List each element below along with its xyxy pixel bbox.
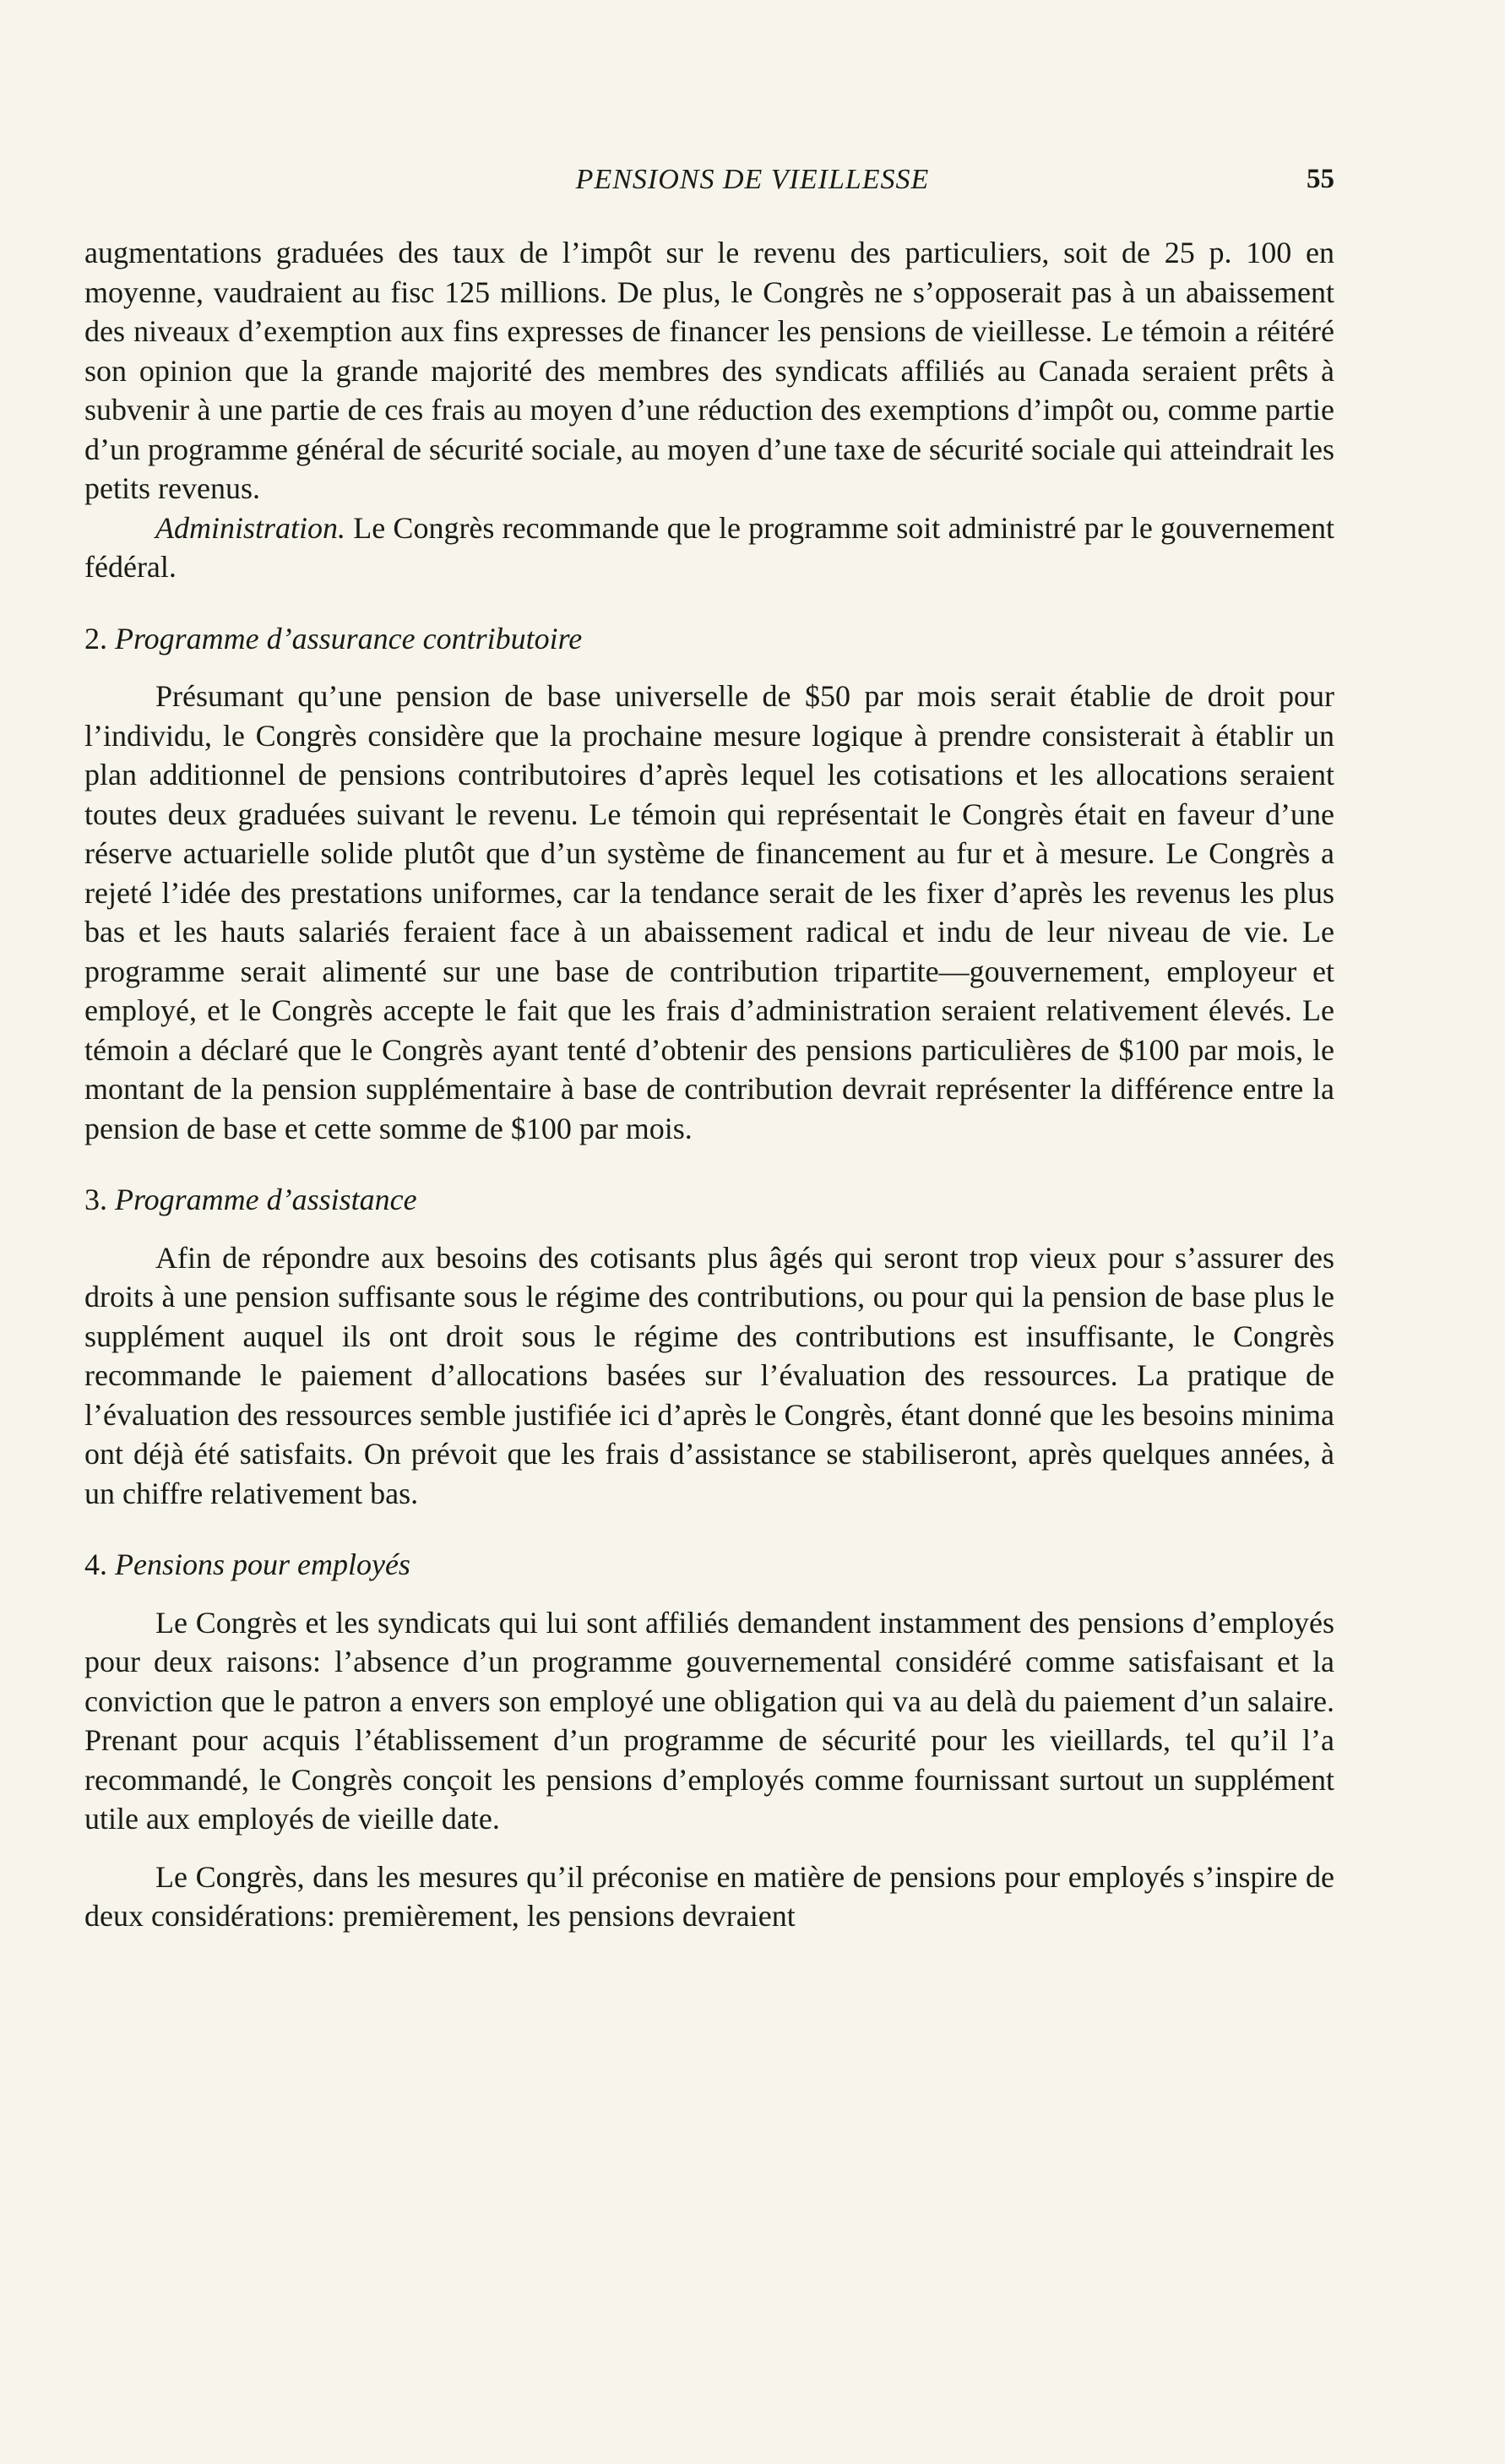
paragraph-employee-pensions: Le Congrès et les syndicats qui lui sont affiliés demandent instamment des pensions d’employés pour deux raisons: l’absence d’un programme gouvernemental considéré comme satisfaisant et la conviction que le patron a envers son employé une obligation qui va au delà du paiement d’un salaire. Prenant pour acquis l’établissement d’un programme de sécurité pour les vieillards, tel qu’il l’a recommandé, le Congrès conçoit les pensions d’employés comme fournissant surtout un supplément utile aux employés de vieille date. [84, 1605, 1334, 1836]
section-heading-employee-pensions [84, 1545, 1334, 1585]
page-number: 55 [1307, 164, 1334, 194]
section-title: Programme d’assurance contributoire [115, 621, 583, 655]
paragraph-contributory-plan: Présumant qu’une pension de base universelle de $50 par mois serait établie de droit pour l’individu, le Congrès considère que la prochaine mesure logique à prendre consisterait à établir un plan additionnel de pensions contributoires d’après lequel les cotisations et les allocations seraient toutes deux graduées suivant le revenu. Le témoin qui représentait le Congrès était en faveur d’une réserve actuarielle solide plutôt que d’un système de financement au fur et à mesure. Le Congrès a rejeté l’idée des prestations uniformes, car la tendance serait de les fixer d’après les revenus les plus bas et les hauts salariés feraient face à un abaissement radical et indu de leur niveau de vie. Le programme serait alimenté sur une base de contribution tripartite—gouvernement, employeur et employé, et le Congrès accepte le fait que les frais d’administration seraient relativement élevés. Le témoin a déclaré que le Congrès ayant tenté d’obtenir des pensions particulières de $100 par mois, le montant de la pension supplémentaire à base de contribution devrait représenter la différence entre la pension de base et cette somme de $100 par mois. [84, 679, 1334, 1145]
section-title: Programme d’assistance [115, 1183, 417, 1216]
section-number: 3. [84, 1183, 107, 1216]
paragraph-administration [84, 509, 1334, 587]
paragraph-considerations: Le Congrès, dans les mesures qu’il préconise en matière de pensions pour employés s’inspire de deux considérations: premièrement, les pensions devraient [84, 1859, 1334, 1933]
section-number: 2. [84, 621, 107, 655]
section-title: Pensions pour employés [115, 1547, 410, 1581]
section-heading-contributory [84, 619, 1334, 659]
running-header [0, 164, 1505, 206]
running-title: PENSIONS DE VIEILLESSE [575, 164, 930, 195]
page-body [84, 233, 1334, 1936]
paragraph-assistance-plan: Afin de répondre aux besoins des cotisants plus âgés qui seront trop vieux pour s’assurer des droits à une pension suffisante sous le régime des contributions, ou pour qui la pension de base plus le supplément auquel ils ont droit sous le régime des contributions est insuffisante, le Congrès recommande le paiement d’allocations basées sur l’évaluation des ressources. La pratique de l’évaluation des ressources semble justifiée ici d’après le Congrès, étant donné que les besoins minima ont déjà été satisfaits. On prévoit que les frais d’assistance se stabiliseront, après quelques années, à un chiffre relativement bas. [84, 1240, 1334, 1510]
section-number: 4. [84, 1547, 107, 1581]
paragraph-financing: augmentations graduées des taux de l’impôt sur le revenu des particuliers, soit de 25 p. 100 en moyenne, vaudraient au fisc 125 millions. De plus, le Congrès ne s’opposerait pas à un abaissement des niveaux d’exemption aux fins expresses de financer les pensions de vieillesse. Le témoin a réitéré son opinion que la grande majorité des membres des syndicats affiliés au Canada seraient prêts à subvenir à une partie de ces frais au moyen d’une réduction des exemptions d’impôt ou, comme partie d’un programme général de sécurité sociale, au moyen d’une taxe de sécurité sociale qui atteindrait les petits revenus. [84, 236, 1334, 505]
section-heading-assistance [84, 1180, 1334, 1220]
administration-heading: Administration. [155, 510, 346, 545]
administration-text: Le Congrès recommande que le programme soit administré par le gouvernement fédéral. [84, 510, 1334, 584]
